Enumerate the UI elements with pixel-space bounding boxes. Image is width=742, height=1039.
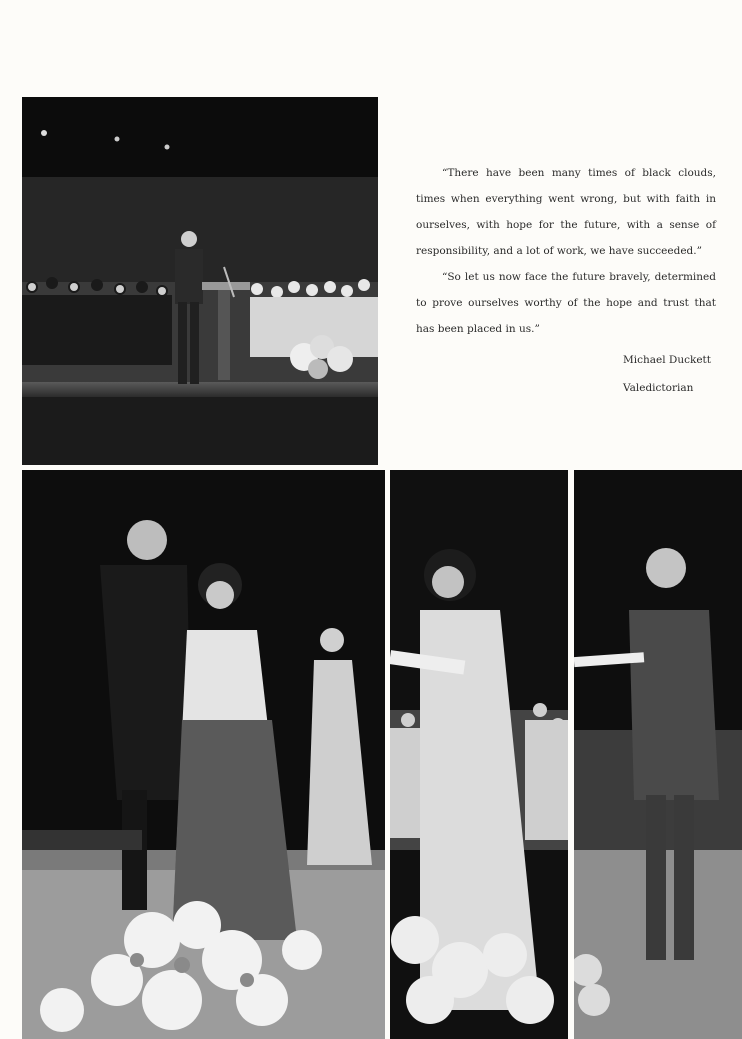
- photo-diploma-presentation-image: [22, 470, 385, 1039]
- attribution-name: Michael Duckett: [623, 354, 711, 366]
- quote-attribution: [623, 346, 711, 402]
- photo-diploma-presentation: [22, 470, 385, 1039]
- valedictorian-quote: [416, 160, 716, 342]
- photo-graduate-reading: [390, 470, 568, 1039]
- photo-valedictorian-podium: [22, 97, 378, 465]
- photo-graduate-reading-image: [390, 470, 568, 1039]
- quote-paragraph-2: “So let us now face the future bravely, determined to prove ourselves worthy of the hope and trust that has been placed in us.”: [416, 271, 716, 335]
- quote-paragraph-1: “There have been many times of black clouds, times when everything went wrong, but with faith in ourselves, with hope for the future, with a sense of responsibility, and a lot of work, we have succeeded.”: [416, 167, 716, 257]
- photo-graduate-speaking-image: [574, 470, 742, 1039]
- photo-graduate-speaking: [574, 470, 742, 1039]
- attribution-title: Valedictorian: [623, 382, 694, 394]
- photo-valedictorian-podium-image: [22, 97, 378, 465]
